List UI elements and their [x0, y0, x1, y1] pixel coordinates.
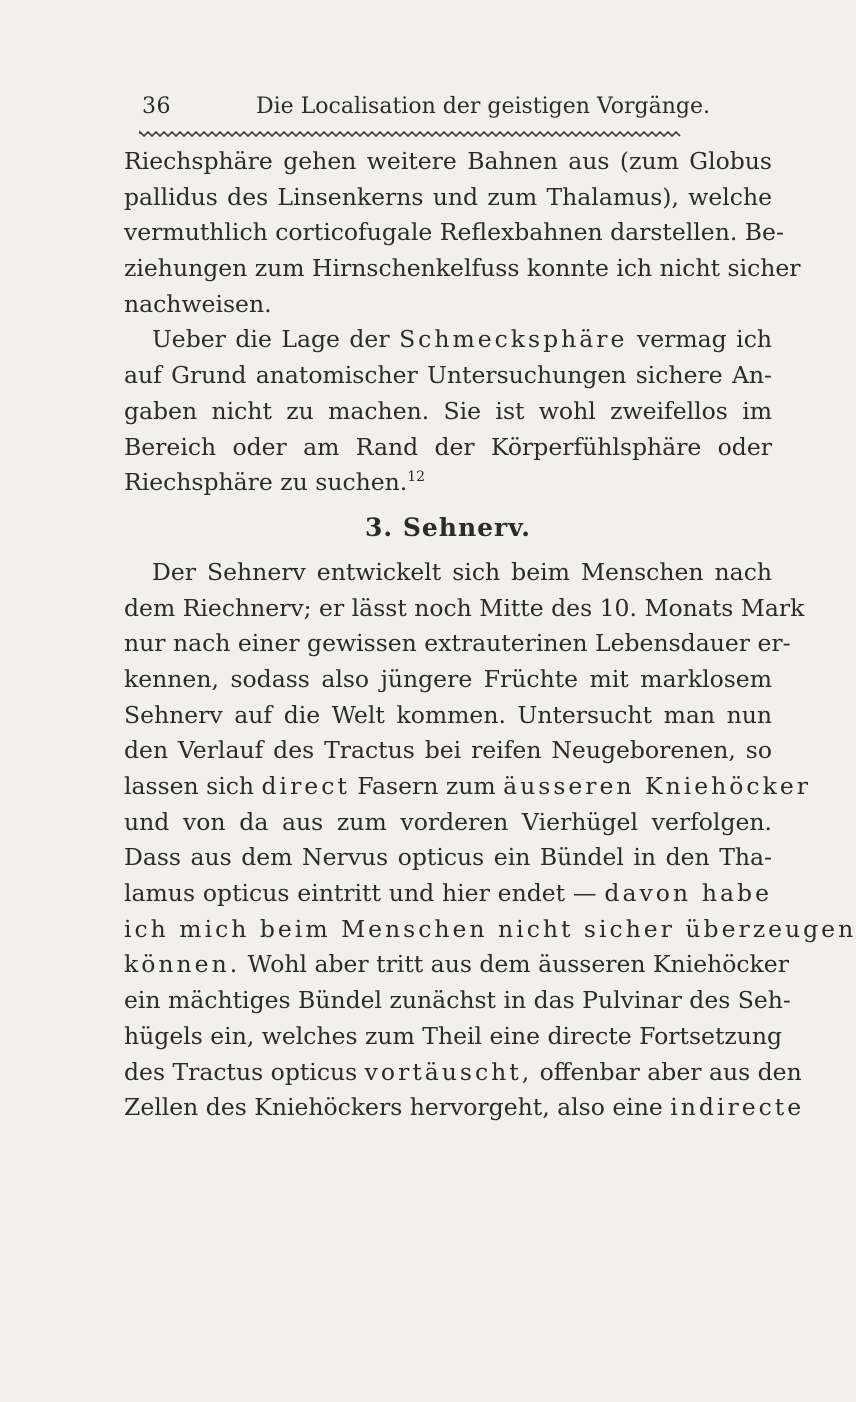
section-heading: 3. Sehnerv.	[365, 512, 531, 542]
emphasized-term: davon habe	[604, 879, 773, 908]
text-line: auf Grund anatomischer Untersuchungen sichere An-	[124, 361, 772, 390]
text-line: Riechsphäre gehen weitere Bahnen aus (zum Globus	[124, 147, 772, 175]
text-line: hügels ein, welches zum Theil eine directe Fortsetzung	[124, 1021, 783, 1050]
text-line: Der Sehnerv entwickelt sich beim Menschen nach	[152, 557, 772, 586]
text-line	[124, 465, 772, 501]
body-text	[124, 144, 856, 1126]
text-span: Riechsphäre zu suchen.	[124, 468, 408, 497]
text-line: Sehnerv auf die Welt kommen. Untersucht man nun	[124, 700, 772, 729]
text-line: vermuthlich corticofugale Reflexbahnen darstellen. Be-	[124, 218, 784, 247]
text-line: Bereich oder am Rand der Körperfühlsphäre oder	[124, 432, 772, 461]
paragraph	[124, 322, 772, 500]
text-span: Wohl aber tritt aus dem äusseren Kniehöcker	[240, 950, 789, 979]
text-line	[124, 947, 789, 983]
text-line: pallidus des Linsenkerns und zum Thalamus), welche	[124, 182, 772, 211]
text-line: nachweisen.	[124, 289, 272, 318]
paragraph	[124, 555, 856, 1126]
text-line: gaben nicht zu machen. Sie ist wohl zweifellos im	[124, 396, 772, 425]
text-span: des Tractus opticus	[124, 1057, 365, 1086]
emphasized-term: indirecte	[670, 1093, 805, 1122]
page-header	[142, 94, 711, 126]
emphasized-term: direct	[261, 772, 350, 800]
text-span: Fasern zum	[349, 772, 504, 800]
text-line	[124, 1090, 805, 1126]
emphasized-term: vortäuscht,	[364, 1057, 533, 1086]
text-line: nur nach einer gewissen extrauterinen Lebensdauer er-	[124, 629, 791, 658]
running-head: Die Localisation der geistigen Vorgänge.	[256, 94, 711, 119]
text-span: offenbar aber aus den	[532, 1057, 802, 1086]
text-line: ich mich beim Menschen nicht sicher überzeugen	[124, 914, 856, 943]
text-line	[124, 876, 772, 912]
text-line	[124, 322, 772, 358]
text-line: und von da aus zum vorderen Vierhügel verfolgen.	[124, 807, 772, 836]
text-line: ziehungen zum Hirnschenkelfuss konnte ich nicht sicher	[124, 254, 801, 283]
text-line: ein mächtiges Bündel zunächst in das Pulvinar des Seh-	[124, 986, 791, 1015]
text-line	[124, 769, 811, 805]
footnote-reference[interactable]: 12	[407, 469, 426, 486]
emphasized-term: Schmecksphäre	[399, 325, 628, 354]
emphasized-term: äusseren Kniehöcker	[503, 772, 811, 800]
text-span: lassen sich	[124, 772, 262, 800]
text-span: Zellen des Kniehöckers hervorgeht, also eine	[124, 1093, 671, 1122]
text-span: vermag ich	[627, 325, 772, 354]
text-line	[124, 1055, 802, 1091]
paragraph	[124, 144, 801, 322]
wavy-header-rule	[140, 130, 682, 138]
text-line: kennen, sodass also jüngere Früchte mit marklosem	[124, 664, 772, 693]
text-span: Ueber die Lage der	[152, 325, 400, 354]
text-span: lamus opticus eintritt und hier endet —	[124, 879, 605, 908]
page-number: 36	[142, 94, 171, 119]
text-line: Dass aus dem Nervus opticus ein Bündel in den Tha-	[124, 843, 772, 872]
emphasized-term: können.	[124, 950, 241, 979]
text-line: den Verlauf des Tractus bei reifen Neugeborenen, so	[124, 736, 772, 765]
text-line: dem Riechnerv; er lässt noch Mitte des 10. Monats Mark	[124, 593, 805, 622]
